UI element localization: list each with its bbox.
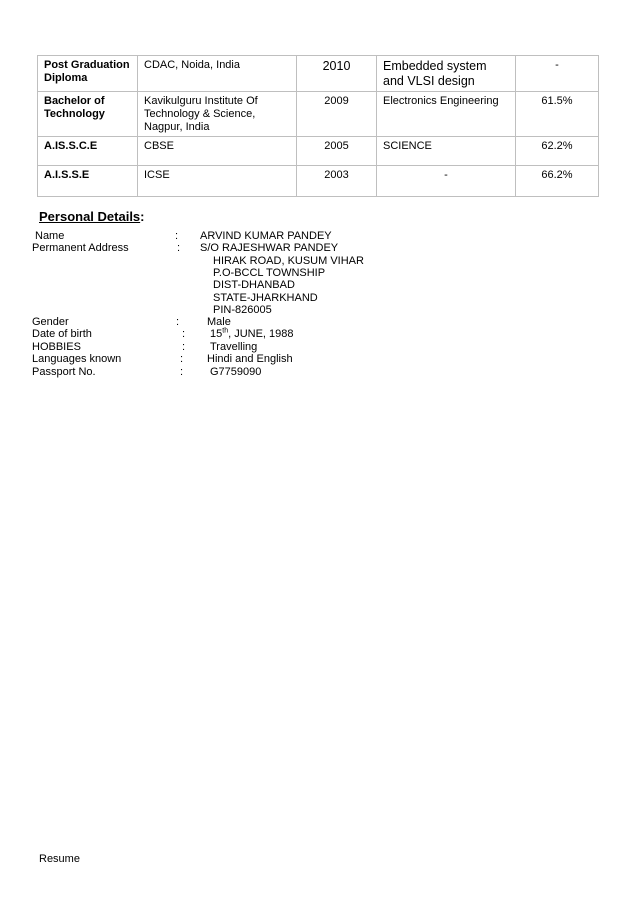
address-line: PIN-826005 bbox=[213, 304, 272, 316]
address-line: HIRAK ROAD, KUSUM VIHAR bbox=[213, 255, 364, 267]
dob-day: 15 bbox=[210, 328, 223, 340]
education-table bbox=[37, 55, 599, 197]
separator: : bbox=[180, 353, 184, 365]
separator: : bbox=[182, 341, 186, 353]
institute-cell: ICSE bbox=[138, 166, 297, 197]
passport-label: Passport No. bbox=[32, 366, 96, 378]
hobbies-value: Travelling bbox=[210, 341, 258, 353]
separator: : bbox=[177, 242, 181, 254]
footer-text: Resume bbox=[39, 853, 80, 865]
gender-value: Male bbox=[207, 316, 231, 328]
dob-suffix: th bbox=[222, 327, 229, 335]
score-cell: 61.5% bbox=[516, 92, 599, 137]
qualification-cell: A.I.S.S.E bbox=[38, 166, 138, 197]
table-row bbox=[38, 92, 599, 137]
field-cell: SCIENCE bbox=[377, 137, 516, 166]
heading-colon: : bbox=[140, 209, 145, 224]
gender-label: Gender bbox=[32, 316, 69, 328]
institute-cell: CBSE bbox=[138, 137, 297, 166]
field-cell: - bbox=[377, 166, 516, 197]
score-cell: 66.2% bbox=[516, 166, 599, 197]
table-row bbox=[38, 166, 599, 197]
qualification-cell: Bachelor of Technology bbox=[38, 92, 138, 137]
dob-rest: , JUNE, 1988 bbox=[228, 328, 294, 340]
separator: : bbox=[175, 230, 179, 242]
institute-cell: Kavikulguru Institute Of Technology & Science, Nagpur, India bbox=[138, 92, 297, 137]
name-label: Name bbox=[35, 230, 65, 242]
personal-details-title: Personal Details bbox=[39, 209, 141, 224]
year-cell: 2009 bbox=[297, 92, 377, 137]
table-row bbox=[38, 137, 599, 166]
score-cell: 62.2% bbox=[516, 137, 599, 166]
languages-label: Languages known bbox=[32, 353, 122, 365]
languages-value: Hindi and English bbox=[207, 353, 293, 365]
personal-details-heading bbox=[39, 209, 145, 224]
separator: : bbox=[182, 328, 186, 340]
separator: : bbox=[176, 316, 180, 328]
year-cell: 2003 bbox=[297, 166, 377, 197]
dob-value bbox=[210, 328, 294, 341]
name-value: ARVIND KUMAR PANDEY bbox=[200, 230, 332, 242]
qualification-cell: Post Graduation Diploma bbox=[38, 56, 138, 92]
dob-label: Date of birth bbox=[32, 328, 92, 340]
field-cell: Embedded system and VLSI design bbox=[377, 56, 516, 92]
address-label: Permanent Address bbox=[32, 242, 129, 254]
table-row bbox=[38, 56, 599, 92]
passport-value: G7759090 bbox=[210, 366, 262, 378]
address-line: DIST-DHANBAD bbox=[213, 279, 295, 291]
year-cell: 2005 bbox=[297, 137, 377, 166]
address-line: STATE-JHARKHAND bbox=[213, 292, 318, 304]
separator: : bbox=[180, 366, 184, 378]
field-cell: Electronics Engineering bbox=[377, 92, 516, 137]
institute-cell: CDAC, Noida, India bbox=[138, 56, 297, 92]
score-cell: - bbox=[516, 56, 599, 92]
qualification-cell: A.IS.S.C.E bbox=[38, 137, 138, 166]
address-line: P.O-BCCL TOWNSHIP bbox=[213, 267, 326, 279]
year-cell: 2010 bbox=[297, 56, 377, 92]
hobbies-label: HOBBIES bbox=[32, 341, 81, 353]
address-line: S/O RAJESHWAR PANDEY bbox=[200, 242, 339, 254]
